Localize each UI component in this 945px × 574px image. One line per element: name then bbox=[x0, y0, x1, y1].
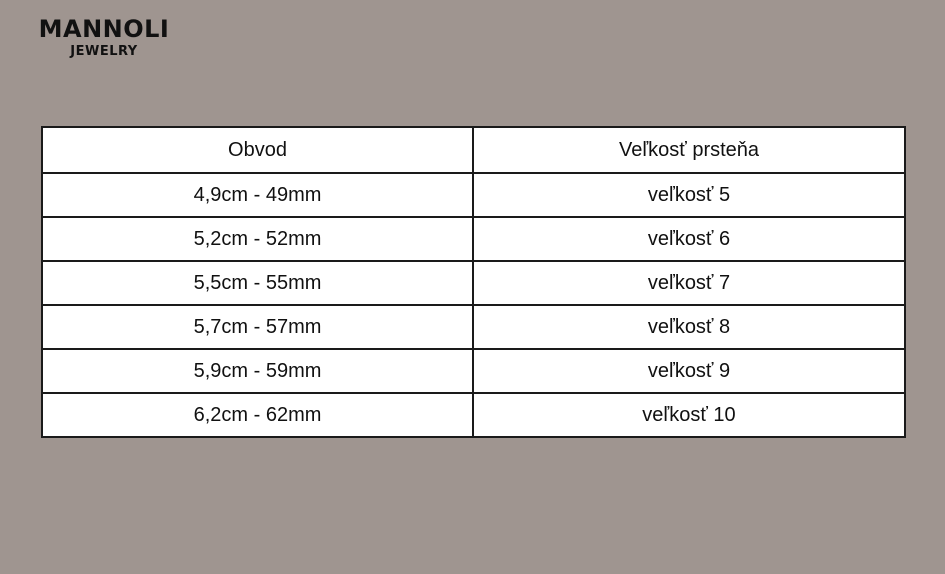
table-row bbox=[42, 393, 905, 437]
ring-size-cell: veľkosť 10 bbox=[473, 393, 905, 437]
table-header-row bbox=[42, 127, 905, 173]
ring-size-cell: veľkosť 9 bbox=[473, 349, 905, 393]
ring-size-table bbox=[41, 126, 906, 438]
ring-size-cell: veľkosť 6 bbox=[473, 217, 905, 261]
brand-name: MANNOLI bbox=[38, 15, 170, 43]
brand-subtitle: JEWELRY bbox=[70, 44, 138, 59]
ring-size-cell: veľkosť 7 bbox=[473, 261, 905, 305]
ring-size-cell: veľkosť 5 bbox=[473, 173, 905, 217]
ring-size-cell: veľkosť 8 bbox=[473, 305, 905, 349]
header-circumference: Obvod bbox=[42, 127, 473, 173]
circumference-cell: 4,9cm - 49mm bbox=[42, 173, 473, 217]
table-row bbox=[42, 217, 905, 261]
table-row bbox=[42, 349, 905, 393]
circumference-cell: 5,5cm - 55mm bbox=[42, 261, 473, 305]
brand-logo[interactable] bbox=[38, 14, 170, 60]
table-row bbox=[42, 305, 905, 349]
circumference-cell: 5,9cm - 59mm bbox=[42, 349, 473, 393]
header-ring-size: Veľkosť prsteňa bbox=[473, 127, 905, 173]
circumference-cell: 5,2cm - 52mm bbox=[42, 217, 473, 261]
circumference-cell: 6,2cm - 62mm bbox=[42, 393, 473, 437]
circumference-cell: 5,7cm - 57mm bbox=[42, 305, 473, 349]
table-row bbox=[42, 173, 905, 217]
table-row bbox=[42, 261, 905, 305]
